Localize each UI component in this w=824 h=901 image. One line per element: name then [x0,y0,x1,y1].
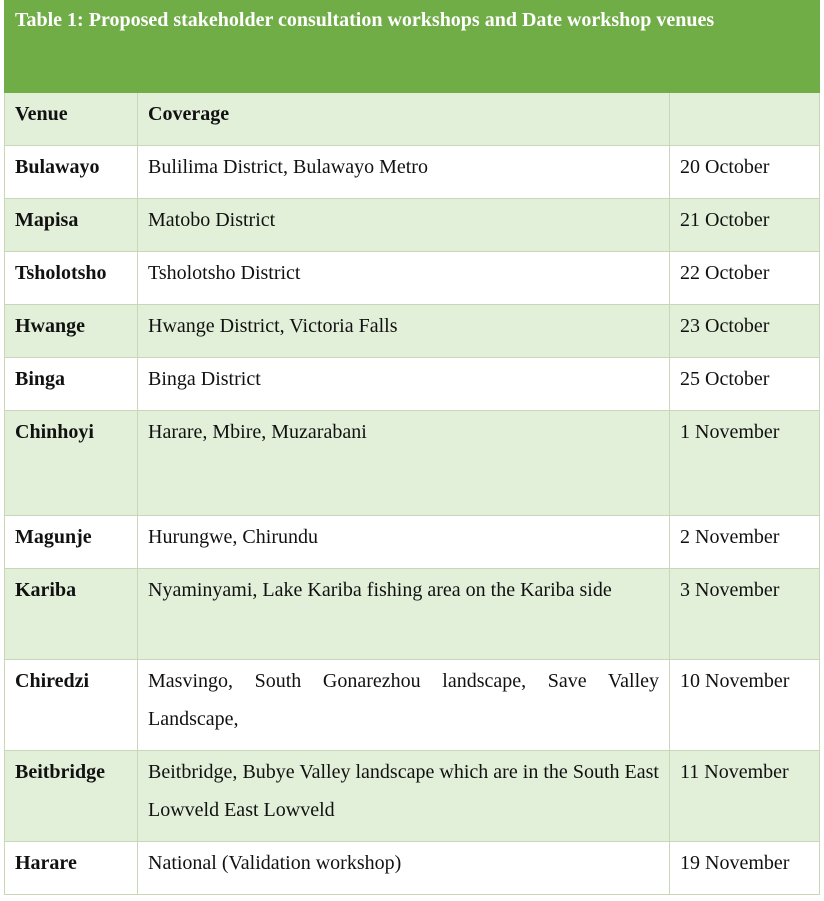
coverage-cell: Bulilima District, Bulawayo Metro [138,146,670,199]
date-cell: 19 November [670,842,820,895]
table-row [5,358,820,411]
venue-cell: Bulawayo [5,146,138,199]
venue-cell: Mapisa [5,199,138,252]
date-cell: 3 November [670,569,820,660]
venue-cell: Tsholotsho [5,252,138,305]
table-row [5,660,820,751]
workshop-table [4,0,820,895]
table-row [5,146,820,199]
table-row [5,569,820,660]
coverage-cell: Hurungwe, Chirundu [138,516,670,569]
coverage-cell: Matobo District [138,199,670,252]
venue-cell: Binga [5,358,138,411]
header-row [5,93,820,146]
table-caption: Table 1: Proposed stakeholder consultation workshops and Date workshop venues [5,1,820,93]
header-venue: Venue [5,93,138,146]
coverage-cell: Tsholotsho District [138,252,670,305]
table-row [5,516,820,569]
coverage-cell: Masvingo, South Gonarezhou landscape, Save Valley Landscape, [138,660,670,751]
table-row [5,252,820,305]
date-cell: 23 October [670,305,820,358]
date-cell: 22 October [670,252,820,305]
date-cell: 25 October [670,358,820,411]
coverage-cell: National (Validation workshop) [138,842,670,895]
coverage-cell: Binga District [138,358,670,411]
venue-cell: Kariba [5,569,138,660]
venue-cell: Chinhoyi [5,411,138,516]
date-cell: 2 November [670,516,820,569]
venue-cell: Hwange [5,305,138,358]
coverage-cell: Hwange District, Victoria Falls [138,305,670,358]
date-cell: 20 October [670,146,820,199]
header-date [670,93,820,146]
table-row [5,411,820,516]
coverage-cell: Nyaminyami, Lake Kariba fishing area on the Kariba side [138,569,670,660]
table-row [5,751,820,842]
date-cell: 11 November [670,751,820,842]
table-row [5,305,820,358]
coverage-cell: Harare, Mbire, Muzarabani [138,411,670,516]
coverage-cell: Beitbridge, Bubye Valley landscape which are in the South East Lowveld East Lowveld [138,751,670,842]
header-coverage: Coverage [138,93,670,146]
venue-cell: Chiredzi [5,660,138,751]
date-cell: 1 November [670,411,820,516]
venue-cell: Magunje [5,516,138,569]
table-row [5,199,820,252]
venue-cell: Harare [5,842,138,895]
date-cell: 21 October [670,199,820,252]
table-row [5,842,820,895]
date-cell: 10 November [670,660,820,751]
venue-cell: Beitbridge [5,751,138,842]
caption-row [5,1,820,93]
